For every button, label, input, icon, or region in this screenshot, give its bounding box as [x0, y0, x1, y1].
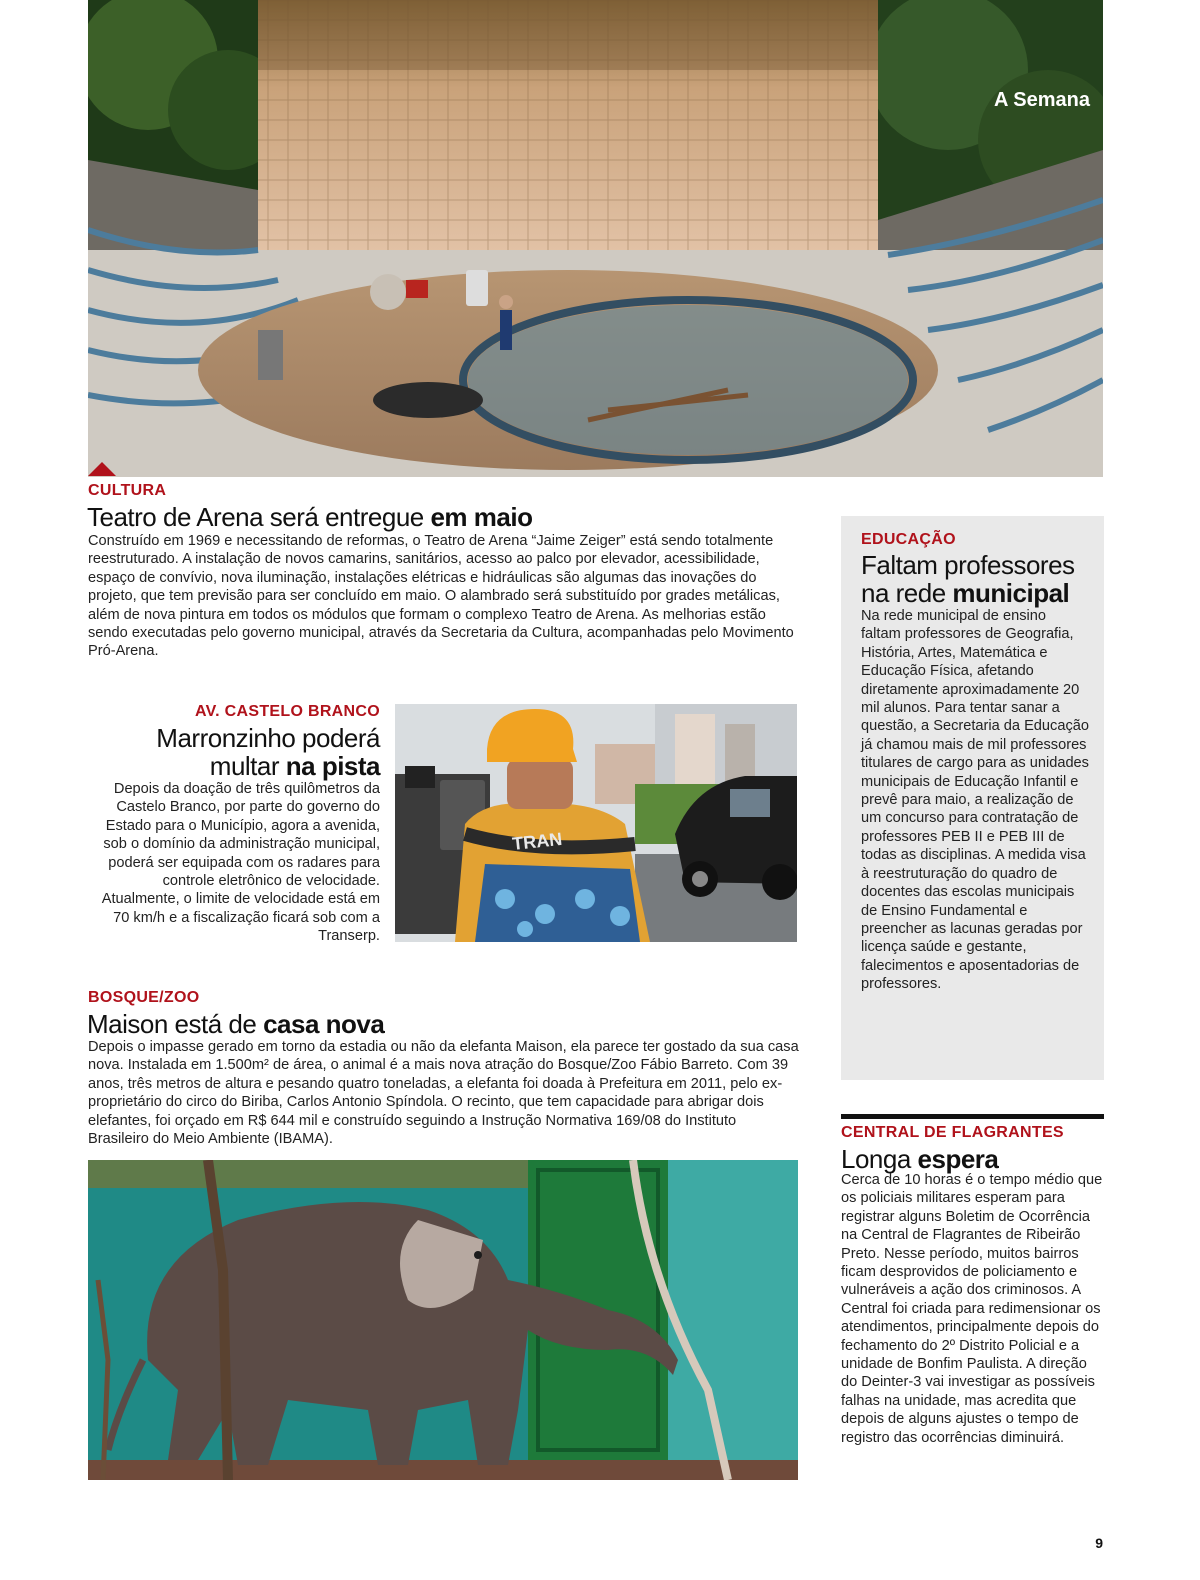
flagrantes-title-bold: espera [917, 1144, 999, 1174]
cultura-kicker: CULTURA [88, 482, 167, 499]
flagrantes-body: Cerca de 10 horas é o tempo médio que os policiais militares esperam para registrar alguns Boletim de Ocorrência na Central de Flagrantes de Ribeirão Preto. Nesse período, muitos bairros ficam desprovidos de policiamento e vulneráveis a ação dos criminosos. A Central foi criada para redimensionar os atendimentos, principalmente depois do fechamento do 2º Distrito Policial e a unidade de Bonfim Paulista. A direção do Deinter-3 vai investigar as possíveis falhas na unidade, mas acredita que depois de alguns ajustes o tempo de registro das ocorrências diminuirá. [841, 1172, 1103, 1446]
elephant-photo [88, 1160, 798, 1480]
radar-photo [395, 704, 797, 942]
castelo-title-line2 [88, 752, 380, 780]
zoo-title-light: Maison está de [87, 1009, 264, 1039]
educacao-headline [861, 551, 1101, 607]
educacao-kicker: EDUCAÇÃO [861, 531, 956, 548]
zoo-kicker: BOSQUE/ZOO [88, 989, 200, 1006]
educacao-title-line1: Faltam professores [861, 550, 1075, 580]
castelo-kicker: AV. CASTELO BRANCO [195, 703, 380, 720]
radar-illustration [395, 704, 797, 942]
zoo-body: Depois o impasse gerado em torno da estadia ou não da elefanta Maison, ela parece ter gostado da sua casa nova. Instalada em 1.500m² de área, o animal é a mais nova atração do Bosque/Zoo Fábio Barreto. Com 39 anos, três metros de altura e pesando quatro toneladas, a elefanta foi doada à Prefeitura em 2011, pelo ex-proprietário do circo do Biriba, Carlos Antonio Spíndola. O recinto, que tem capacidade para abrigar dois elefantes, foi orçado em R$ 644 mil e construído seguindo a Instrução Normativa 169/08 do Instituto Brasileiro do Meio Ambiente (IBAMA). [88, 1039, 799, 1148]
castelo-headline [88, 724, 380, 780]
educacao-body: Na rede municipal de ensino faltam professores de Geografia, História, Artes, Matemática e Educação Física, afetando diretamente aproximadamente 20 mil alunos. Para tentar sanar a questão, a Secretaria da Educação já chamou mais de mil professores titulares de cargo para as unidades municipais de Educação Infantil e prevê para maio, a realização de um concurso para contratação de professores PEB II e PEB III de todas as disciplinas. A medida visa à reestruturação do quadro de docentes das escolas municipais de Ensino Fundamental e preencher as lacunas geradas por licença saúde e gestante, falecimentos e aposentadorias de professores. [861, 608, 1089, 993]
flagrantes-rule [841, 1114, 1104, 1119]
educacao-title-light: na rede [861, 578, 953, 608]
zoo-title-bold: casa nova [263, 1009, 385, 1039]
elephant-illustration [88, 1160, 798, 1480]
cultura-title-light: Teatro de Arena será entregue [87, 502, 431, 532]
zoo-headline [87, 1010, 384, 1038]
cultura-headline [87, 503, 532, 531]
vest-text: TRAN [511, 828, 564, 854]
photo-credit: A Semana [994, 89, 1090, 111]
castelo-title-line1: Marronzinho poderá [156, 723, 380, 753]
castelo-body: Depois da doação de três quilômetros da Castelo Branco, por parte do governo do Estado para o Município, agora a avenida, sob o domínio da administração municipal, poderá ser equipada com os radares para controle eletrônico de velocidade. Atualmente, o limite de velocidade está em 70 km/h e a fiscalização ficará sob com a Transerp. [101, 781, 380, 945]
castelo-title-light: multar [209, 751, 286, 781]
flagrantes-title-light: Longa [841, 1144, 918, 1174]
cultura-body: Construído em 1969 e necessitando de reformas, o Teatro de Arena “Jaime Zeiger” está sendo totalmente reestruturado. A instalação de novos camarins, sanitários, acesso ao palco por elevador, acessibilidade, espaço de convívio, nova iluminação, instalações elétricas e hidráulicas são algumas das inovações do projeto, que tem previsão para ser concluído em maio. O alambrado será substituído por grades metálicas, além de nova pintura em todos os módulos que formam o complexo Teatro de Arena. As melhorias estão sendo executadas pelo governo municipal, através da Secretaria da Cultura, acompanhadas pelo Movimento Pró-Arena. [88, 533, 794, 660]
educacao-title-bold: municipal [952, 578, 1070, 608]
section-marker-icon [88, 462, 116, 476]
arena-illustration [88, 0, 1103, 477]
flagrantes-kicker: CENTRAL DE FLAGRANTES [841, 1124, 1064, 1141]
castelo-title-bold: na pista [285, 751, 380, 781]
arena-photo [88, 0, 1103, 477]
educacao-title-line2 [861, 579, 1101, 607]
page-number: 9 [1095, 1535, 1103, 1551]
cultura-title-bold: em maio [430, 502, 533, 532]
flagrantes-headline [841, 1145, 998, 1173]
